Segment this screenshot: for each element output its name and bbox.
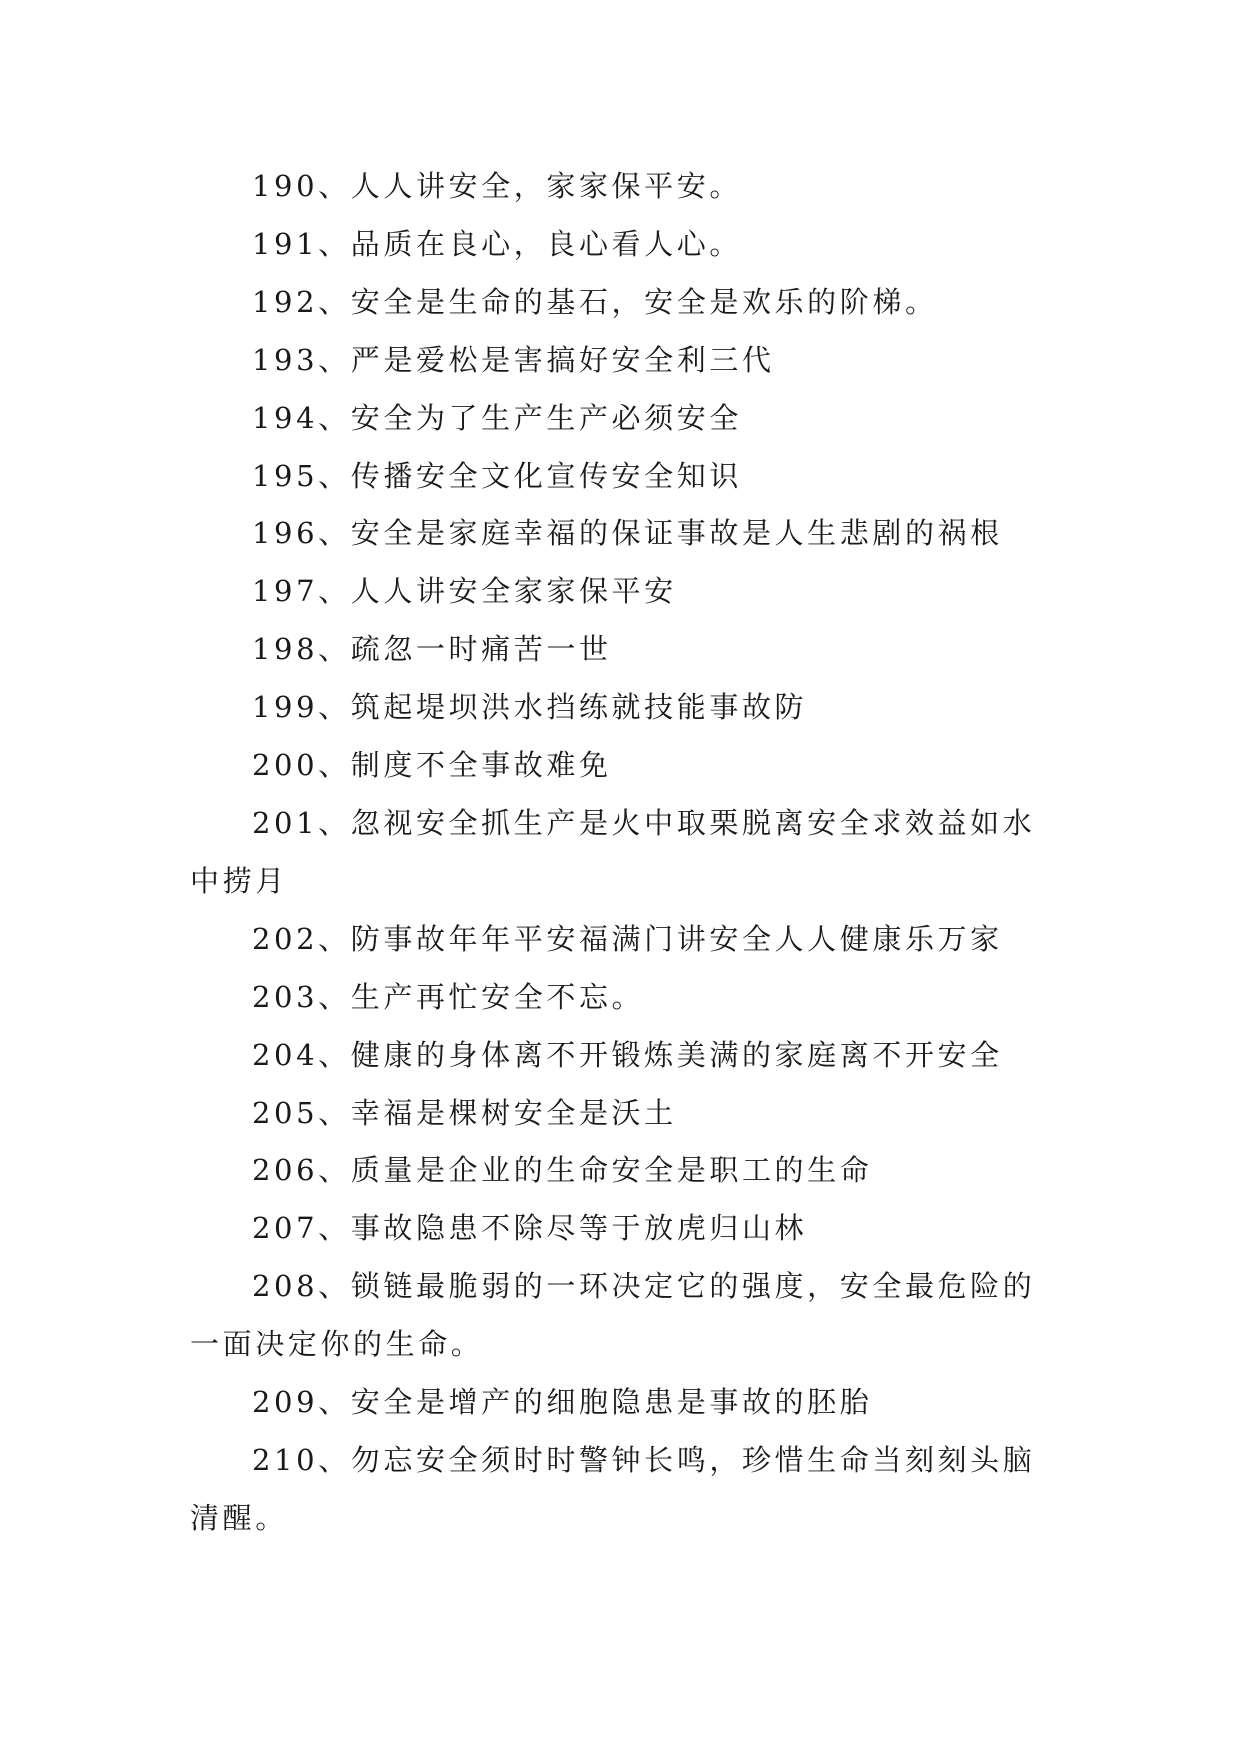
slogan-198: 198、疏忽一时痛苦一世 [252, 632, 612, 667]
slogan-205: 205、幸福是棵树安全是沃土 [252, 1095, 677, 1130]
slogan-204: 204、健康的身体离不开锻炼美满的家庭离不开安全 [252, 1037, 1003, 1072]
slogan-191: 191、品质在良心，良心看人心。 [252, 226, 742, 261]
slogan-207: 207、事故隐患不除尽等于放虎归山林 [252, 1211, 808, 1246]
slogan-192: 192、安全是生命的基石，安全是欢乐的阶梯。 [252, 284, 938, 319]
document-page [190, 158, 1058, 1548]
slogan-201: 201、忽视安全抓生产是火中取栗脱离安全求效益如水中捞月 [190, 805, 1036, 898]
slogan-203: 203、生产再忙安全不忘。 [252, 979, 645, 1014]
slogan-199: 199、筑起堤坝洪水挡练就技能事故防 [252, 690, 808, 725]
slogan-209: 209、安全是增产的细胞隐患是事故的胚胎 [252, 1385, 873, 1420]
slogan-208: 208、锁链最脆弱的一环决定它的强度，安全最危险的一面决定你的生命。 [190, 1269, 1036, 1362]
slogan-206: 206、质量是企业的生命安全是职工的生命 [252, 1153, 873, 1188]
slogan-200: 200、制度不全事故难免 [252, 748, 612, 783]
slogan-197: 197、人人讲安全家家保平安 [252, 574, 677, 609]
slogan-194: 194、安全为了生产生产必须安全 [252, 400, 742, 435]
slogan-196: 196、安全是家庭幸福的保证事故是人生悲剧的祸根 [252, 516, 1003, 551]
slogan-193: 193、严是爱松是害搞好安全利三代 [252, 342, 775, 377]
slogan-210: 210、勿忘安全须时时警钟长鸣，珍惜生命当刻刻头脑清醒。 [190, 1442, 1036, 1535]
slogan-195: 195、传播安全文化宣传安全知识 [252, 458, 742, 493]
slogan-190: 190、人人讲安全，家家保平安。 [252, 169, 742, 203]
slogan-202: 202、防事故年年平安福满门讲安全人人健康乐万家 [252, 921, 1003, 956]
